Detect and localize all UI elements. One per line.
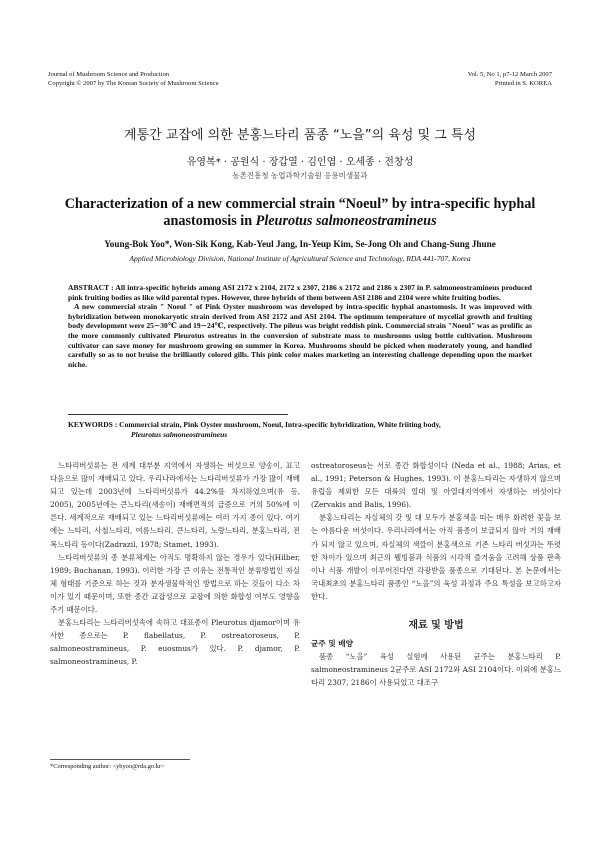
- methods-paragraph-1: 품종 “노을” 육성 실험에 사용된 균주는 분홍느타리 P. salmoneostramineus 2균주로 ASI 2172와 ASI 2104이다. 이외에 분홍느타리 2307, 2186이 사용되었고 대조구: [311, 652, 561, 688]
- korean-title: 계통간 교잡에 의한 분홍느타리 품종 “노을”의 육성 및 그 특성: [123, 128, 477, 143]
- journal-header-left: [48, 70, 219, 88]
- english-title-species: Pleurotus salmoneostramineus: [255, 213, 437, 229]
- english-title-line1: Characterization of a new commercial strain “Noeul” by intra-specific hyphal: [64, 196, 536, 212]
- subsection-heading-strains: 균주 및 배양: [311, 639, 353, 649]
- section-heading-methods: 재료 및 방법: [408, 620, 464, 632]
- abstract-text-1: All intra-specific hybrids among ASI 2172 x 2104, 2172 x 2307, 2186 x 2172 and 2186 x 2307 in P. salmoneostramineus produced pink fruiting bodies as like wild parental types. However, three hybrids of them between ASI 2186 and 2104 were white fruiting bodies.: [68, 283, 532, 302]
- english-title-line2: [60, 213, 540, 230]
- keywords-label: KEYWORDS :: [68, 420, 118, 429]
- abstract: [68, 283, 532, 369]
- footnote-divider: [50, 759, 190, 760]
- keywords-species: Pleurotus salmoneostramineus: [131, 429, 228, 439]
- korean-authors: 유영복* · 공원식 · 장갑열 · 김인엽 · 오세종 · 전창성: [186, 157, 414, 168]
- journal-header-right: [468, 70, 552, 88]
- corresponding-author-footnote: *Corresponding author: <ybyoo@rda.go.kr>: [50, 763, 165, 770]
- english-title: [60, 196, 540, 230]
- body-column-right: [311, 459, 561, 689]
- english-affiliation: Applied Microbiology Division, National Institute of Agricultural Science and Technology, RDA 441-707, Korea: [129, 254, 471, 263]
- intro-paragraph-5: 분홍느타리는 자실체의 갓 및 대 모두가 분홍색을 띠는 매우 화려한 꽃을 보는 아름다운 버섯이다. 우리나라에서는 아직 품종이 보급되지 않아 거의 재배가 되지 않고 있으며, 자실체의 색깔이 분홍색으로 기존 느타리 버섯과는 뚜렷한 차이가 있으며 최근의 웰빙붐과 식품의 시각적 즐거움을 고려해 상품 판촉이나 식품 개발이 이루어진다면 각광받을 품종으로 기대된다. 본 논문에서는 국내최초의 분홍느타리 품종인 “노을”의 육성 과정과 주요 특성을 보고하고자 한다.: [311, 513, 561, 601]
- korean-affiliation: 농촌진흥청 농업과학기술원 응용미생물과: [232, 171, 368, 180]
- body-column-left: [50, 459, 300, 669]
- printed-in: Printed in S. KOREA: [494, 80, 552, 87]
- intro-paragraph-2: 느타리버섯류의 종 분류체계는 아직도 명확하지 않는 경우가 있다(Hilber, 1989; Buchanan, 1993). 이러한 가장 큰 이유는 전통적인 분류방법인 자실체 형태를 기준으로 하는 것과 분자생물학적인 방법으로 하는 것들이 다소 차이가 있기 때문이며, 또한 종간 교잡성으로 교잡에 의한 화합성 여부도 영향을 주기 때문이다.: [50, 552, 300, 615]
- english-authors: Young-Bok Yoo*, Won-Sik Kong, Kab-Yeul Jang, In-Yeup Kim, Se-Jong Oh and Chang-Sung Jhune: [104, 239, 496, 249]
- keywords: [68, 420, 532, 439]
- english-title-line2-text: anastomosis in: [163, 213, 256, 229]
- abstract-paragraph-1: [68, 283, 532, 302]
- intro-paragraph-3: 분홍느타리는 느타리버섯속에 속하고 대표종이 Pleurotus djamor이며 유사한 종으로는 P. flabellatus, P. ostreatoroseus, P. salmoneostramineus, P. euosmus가 있다. P. djamor, P. salmoneostramineus, P.: [50, 618, 300, 667]
- journal-name: Journal of Mushroom Science and Production: [48, 71, 170, 78]
- keywords-divider: [68, 414, 288, 415]
- abstract-paragraph-2: A new commercial strain " Noeul " of Pink Oyster mushroom was developed by intra-specific hyphal anastomosis. It was improved with hybridization between monokaryotic strain derived from ASI 2172 and ASI 2104. The optimum temperature of mycelial growth and fruiting body development were 25∼30℃ and 19∼24℃, respectively. The pileus was bright reddish pink. Commercial strain "Noeul" was as prolific as the more commonly cultivated Pleurotus ostreatus in the conversion of substrate mass to mushrooms using bottle cultivation. Mushroom cultivator can save money for mushroom growing on summer in Korea. Mushrooms should be picked when moderately young, and handled carefully so as to not bruise the brilliantly colored gills. This pink color makes marketing an interesting challenge depending upon the market niche.: [68, 302, 532, 369]
- keywords-list: Commercial strain, Pink Oyster mushroom, Noeul, Intra-specific hybridization, White friiting body,: [119, 420, 441, 429]
- intro-paragraph-4: ostreatoroseus는 서로 종간 화합성이다 (Neda et al., 1988; Arias, et al., 1991; Peterson & Hughes, 1993). 이 분홍느타리는 자생하지 않으며 유럽을 제외한 모든 대륙의 열대 및 아열대지역에서 자생하는 버섯이다 (Zervakis and Balis, 1996).: [311, 461, 561, 510]
- abstract-label: ABSTRACT :: [68, 283, 114, 292]
- volume-info: Vol. 5, No 1, p7-12 March 2007: [467, 71, 552, 78]
- intro-paragraph-1: 느타리버섯류는 전 세계 대부분 지역에서 자생하는 버섯으로 양송이, 표고 다음으로 많이 재배되고 있다. 우리나라에서는 느타리버섯류가 가장 많이 재배되고 있는데 2003년에 느타리버섯류가 44.2%를 차지하였으며(유 등, 2005), 2005년에는 큰느타리(새송이) 재배면적의 급증으로 거의 50%에 이른다. 세계적으로 재배되고 있는 느타리버섯류에는 여러 가지 종이 있다. 여기에는 느타리, 사철느타리, 여름느타리, 큰느타리, 노랑느타리, 분홍느타리, 전복느타리 등이다(Zadrazil, 1978; Stamet, 1993).: [50, 461, 300, 549]
- copyright-line: Copyright © 2007 by The Korean Society of Mushroom Science: [48, 80, 219, 87]
